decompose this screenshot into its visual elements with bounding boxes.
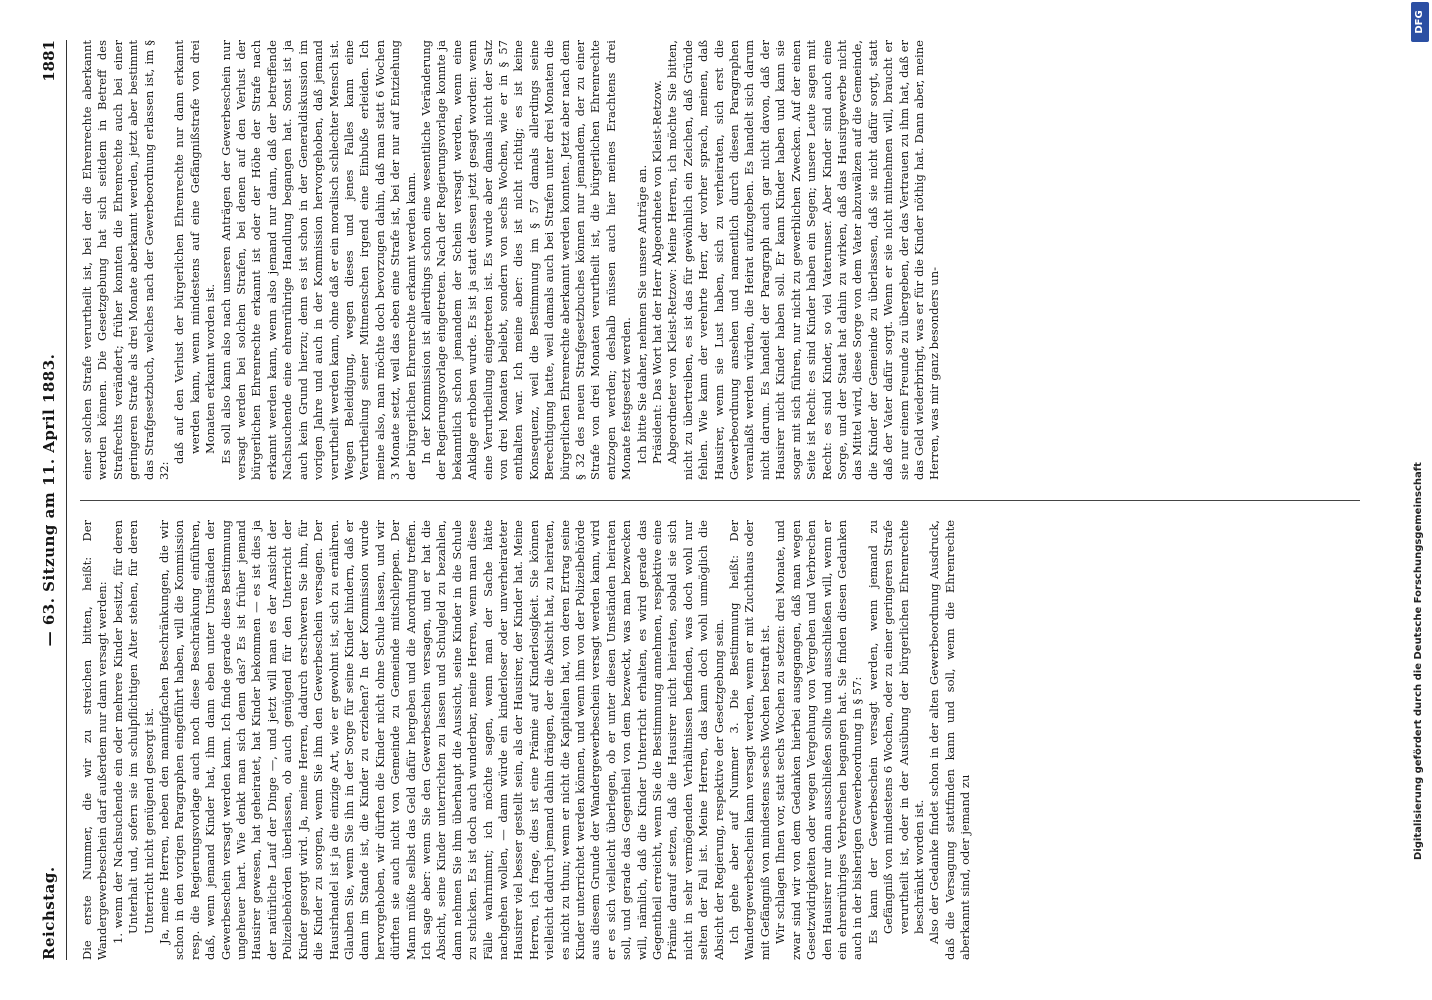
digitization-note <box>1408 300 1430 860</box>
paragraph: Ich bitte Sie daher, nehmen Sie unsere Anträge an. <box>634 164 649 464</box>
column-divider <box>80 500 1360 501</box>
paragraph: Die erste Nummer, die wir zu streichen bitten, heißt: Der Wandergewerbeschein darf außerdem nur dann versagt werden: <box>80 520 110 960</box>
left-column <box>80 520 1360 960</box>
header-rule <box>66 40 67 960</box>
page-number: 1881 <box>40 40 58 82</box>
paragraph: einer solchen Strafe verurtheilt ist, bei der die Ehrenrechte aberkannt werden können. Die Gesetzgebung hat sich seitdem in Betreff des Strafrechts verändert; früher konnten die Ehrenrechte auch bei einer geringeren Strafe als drei Monate aberkannt werden, jetzt aber bestimmt das Strafgesetzbuch, welches nach der Gewerbeordnung erlassen ist, im § 32: <box>80 40 172 480</box>
digitization-note-text: Digitalisierung gefördert durch die Deutsche Forschungsgemeinschaft <box>1413 462 1424 860</box>
header-left: Reichstag. <box>40 866 58 960</box>
paragraph: Ja, meine Herren, neben den mannigfachen Beschränkungen, die wir schon in den vorigen Paragraphen eingeführt haben, will die Kommission resp. die Regierungsvorlage auch noch diese Beschränkung einführen, daß, wenn jemand Kinder hat, ihm dann eben unter Umständen der Gewerbeschein versagt werden kann. Ich finde gerade diese Bestimmung ungeheuer hart. Wie denkt man sich denn das? Es ist früher jemand Hausirer gewesen, hat geheiratet, hat Kinder bekommen — es ist dies ja der natürliche Lauf der Dinge —, und jetzt will man es der Ansicht der Polizeibehörden überlassen, ob auch genügend für den Unterricht der Kinder gesorgt wird. Ja, meine Herren, dadurch erschweren Sie ihm, für die Kinder zu sorgen, wenn Sie ihm den Gewerbeschein versagen. Der Hausirhandel ist ja die einzige Art, wie er gewohnt ist, sich zu ernähren. Glauben Sie, wenn Sie ihn in der Sorge für seine Kinder hindern, daß er dann im Stande ist, die Kinder zu erziehen? In der Kommission wurde hervorgehoben, wir dürften die Kinder nicht ohne Schule lassen, und wir dürften sie auch nicht von Gemeinde zu Gemeinde mitschleppen. Der Mann müßte selbst das Geld dafür hergeben und die Anordnung treffen. Ich sage aber: wenn Sie den Gewerbeschein versagen, und er hat die Absicht, seine Kinder unterrichten zu lassen und Schulgeld zu bezahlen, dann nehmen Sie ihm überhaupt die Aussicht, seine Kinder in die Schule zu schicken. Es ist doch auch wunderbar, meine Herren, wenn man diese Fälle wahrnimmt; ich möchte sagen, wenn man der Sache hätte nachgehen wollen, — dann würde ein kinderloser oder unverheirateter Hausirer viel besser gestellt sein, als der Hausirer, der Kinder hat. Meine Herren, ich frage, dies ist eine Prämie auf Kinderlosigkeit. Sie können vielleicht dadurch jemand dahin drängen, der die Absicht hat, zu heiraten, es nicht zu thun; wenn er nicht die Kapitalien hat, von deren Ertrag seine Kinder unterrichtet werden können, und wenn ihm von der Polizeibehörde aus diesem Grunde der Wandergewerbeschein versagt werden kann, wird er es sich vielleicht überlegen, ob er unter diesen Umständen heiraten soll, und gerade das Gegentheil von dem bezweckt, was man bezwecken will, nämlich, daß die Kinder Unterricht erhalten, es wird gerade das Gegentheil erreicht, wenn Sie die Bestimmung annehmen, respektive eine Prämie darauf setzen, daß die Hausirer nicht heiraten, sobald sie sich nicht in sehr vermögenden Verhältnissen befinden, was doch wohl nur selten der Fall ist. Meine Herren, das kann doch wohl unmöglich die Absicht der Regierung, respektive der Gesetzgebung sein. <box>157 520 726 960</box>
paragraph: Es soll also kann also nach unseren Anträgen der Gewerbeschein nur versagt werden bei solchen Strafen, bei denen auf den Verlust der bürgerlichen Ehrenrechte erkannt ist oder der Höhe der Strafe nach erkannt werden kann, wenn also jemand nur dann, daß der betreffende Nachsuchende eine ehrenrührige Handlung begangen hat. Sonst ist ja auch kein Grund hierzu; denn es ist schon in der Generaldiskussion im vorigen Jahre und auch in der Kommission hervorgehoben, daß jemand verurtheilt werden kann, ohne daß er ein moralisch schlechter Mensch ist. Wegen Beleidigung, wegen dieses und jenes Falles kann eine Verurtheilung seiner Mitmenschen irgend eine Einbuße erleiden. Ich meine also, man möchte doch bevorzugen dahin, daß man statt 6 Wochen 3 Monate setzt, weil das eben eine Strafe ist, bei der nur auf Entziehung der bürgerlichen Ehrenrechte erkannt werden kann. <box>218 40 418 480</box>
dfg-logo <box>1411 2 1429 42</box>
paragraph: 1. wenn der Nachsuchende ein oder mehrere Kinder besitzt, für deren Unterhalt und, sofern sie im schulpflichtigen Alter stehen, für deren Unterricht nicht genügend gesorgt ist. <box>110 520 156 944</box>
paragraph: Ich gehe aber auf Nummer 3. Die Bestimmung heißt: Der Wandergewerbeschein kann versagt werden, wenn er mit Zuchthaus oder mit Gefängniß von mindestens sechs Wochen bestraft ist. <box>727 520 772 960</box>
speaker-paragraph: Abgeordneter von Kleist-Retzow: Meine Herren, ich möchte Sie bitten, nicht zu übertreiben, es ist das für gewöhnlich ein Zeichen, daß Gründe fehlen. Wie kann der verehrte Herr, der vorher sprach, meinen, daß Hausirer, wenn sie Lust haben, sich zu verheiraten, sich erst die Gewerbeordnung ansehen und namentlich durch diesen Paragraphen veranlaßt werden würden, die Heirat aufzugeben. Es handelt sich darum nicht darum. Es handelt der Paragraph auch gar nicht davon, daß der Hausirer nicht Kinder haben soll. Er kann Kinder haben und kann sie sogar mit sich führen, nur nicht zu gewerblichen Zwecken. Auf der einen Seite ist Recht: es sind Kinder haben ein Segen; unsere Leute sagen mit Recht: es sind Kinder, so viel Vaterunser. Aber Kinder sind auch eine Sorge, und der Staat hat dahin zu wirken, daß das Hausirgewerbe nicht das Mittel wird, diese Sorge von dem Vater abzuwälzen auf die Gemeinde, die Kinder der Gemeinde zu überlassen, daß sie nicht dafür sorgt, statt daß der Vater dafür sorgt. Wenn er sie nicht mitnehmen will, braucht er sie nur einem Freunde zu übergeben, der das Vertrauen zu ihm hat, daß er das Geld wiederbringt, was er für die Kinder nöthig hat. Dann aber, meine Herren, was mir ganz besonders un- <box>665 40 942 480</box>
logo-text: DFG <box>1414 10 1425 34</box>
page-header <box>36 40 66 960</box>
header-center: — 63. Sitzung am 11. April 1883. <box>40 353 58 647</box>
president-paragraph: Präsident: Das Wort hat der Herr Abgeordnete von Kleist-Retzow. <box>650 80 665 464</box>
paragraph: In der Kommission ist allerdings schon eine wesentliche Veränderung der Regierungsvorlage eingetreten. Nach der Regierungsvorlage konnte ja bekanntlich schon jemandem der Schein versagt werden, wenn eine Anklage erhoben wurde. Es ist ja statt dessen jetzt gesagt worden: wenn eine Verurtheilung eingetreten ist. Es wurde aber damals nicht der Satz von drei Monaten beliebt, sondern von sechs Wochen, wie er in § 57 enthalten war. Ich meine aber: dies ist nicht richtig; es ist keine Konsequenz, weil die Bestimmung im § 57 damals allerdings seine Berechtigung hatte, weil damals auch bei Strafen unter drei Monaten die bürgerlichen Ehrenrechte aberkannt werden konnten. Jetzt aber nach dem § 32 des neuen Strafgesetzbuches können nur jemandem, der zu einer Strafe von drei Monaten verurtheilt ist, die bürgerlichen Ehrenrechte entzogen werden; deshalb müssen auch hier meines Erachtens drei Monate festgesetzt werden. <box>418 40 634 480</box>
paragraph: daß auf den Verlust der bürgerlichen Ehrenrechte nur dann erkannt werden kann, wenn mindestens auf eine Gefängnißstrafe von drei Monaten erkannt worden ist. <box>172 40 218 464</box>
right-column <box>80 40 1360 480</box>
paragraph: Es kann der Gewerbeschein versagt werden, wenn jemand zu Gefängniß von mindestens 6 Wochen, oder zu einer geringeren Strafe verurtheilt ist, oder in der Ausübung der bürgerlichen Ehrenrechte beschränkt worden ist. <box>865 520 926 944</box>
paragraph: Also der Gedanke findet schon in der alten Gewerbeordnung Ausdruck, daß die Versagung stattfinden kann und soll, wenn die Ehrenrechte aberkannt sind, oder jemand zu <box>927 520 973 960</box>
paragraph: Wir schlagen Ihnen vor, statt sechs Wochen zu setzen: drei Monate, und zwar sind wir von dem Gedanken hierbei ausgegangen, daß man wegen Gesetzwidrigkeiten oder wegen Vergehung von Vergehen und Verbrechen den Hausirer nur dann ausschließen sollte und ausschließen will, wenn er ein ehrenrühriges Verbrechen begangen hat. Sie finden diesen Gedanken auch in der bisherigen Gewerbeordnung in § 57: <box>773 520 865 960</box>
